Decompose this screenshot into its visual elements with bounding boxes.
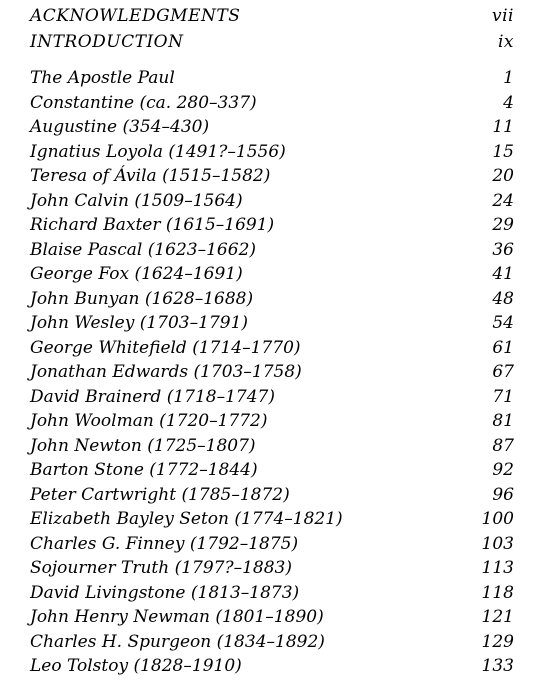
toc-row[interactable] — [30, 140, 514, 164]
toc-title: George Fox (1624–1691) — [30, 264, 243, 284]
toc-row[interactable] — [30, 336, 514, 360]
toc-title: The Apostle Paul — [30, 68, 175, 88]
toc-page-number: 100 — [481, 509, 514, 529]
toc-row[interactable] — [30, 483, 514, 507]
toc-title: John Woolman (1720–1772) — [30, 411, 268, 431]
toc-row[interactable] — [30, 654, 514, 678]
toc-title: Elizabeth Bayley Seton (1774–1821) — [30, 509, 343, 529]
toc-title: John Bunyan (1628–1688) — [30, 289, 254, 309]
toc-title: David Livingstone (1813–1873) — [30, 583, 300, 603]
toc-row[interactable] — [30, 262, 514, 286]
toc-page-number: 20 — [492, 166, 514, 186]
toc-page-number: 24 — [492, 191, 514, 211]
toc-page-number: 36 — [492, 240, 514, 260]
toc-page-number: 121 — [481, 607, 514, 627]
toc-row[interactable] — [30, 605, 514, 629]
toc-page-number: 4 — [503, 93, 514, 113]
toc-page-number: ix — [497, 32, 514, 52]
toc-row-introduction[interactable] — [30, 30, 514, 54]
toc-title: Jonathan Edwards (1703–1758) — [30, 362, 302, 382]
toc-title: Peter Cartwright (1785–1872) — [30, 485, 290, 505]
toc-page-number: 113 — [481, 558, 514, 578]
toc-page-number: 118 — [481, 583, 514, 603]
toc-title: Charles H. Spurgeon (1834–1892) — [30, 632, 325, 652]
toc-row[interactable] — [30, 115, 514, 139]
toc-row-acknowledgments[interactable] — [30, 4, 514, 28]
toc-page-number: 54 — [492, 313, 514, 333]
toc-page-number: 48 — [492, 289, 514, 309]
toc-title: Constantine (ca. 280–337) — [30, 93, 257, 113]
toc-page-number: 41 — [492, 264, 514, 284]
toc-page-number: 29 — [492, 215, 514, 235]
toc-page-number: 129 — [481, 632, 514, 652]
toc-page-number: 1 — [503, 68, 514, 88]
toc-page-number: 11 — [492, 117, 514, 137]
toc-page-number: 67 — [492, 362, 514, 382]
toc-title: George Whitefield (1714–1770) — [30, 338, 301, 358]
toc-row[interactable] — [30, 164, 514, 188]
toc-row[interactable] — [30, 360, 514, 384]
toc-row[interactable] — [30, 556, 514, 580]
toc-title: Leo Tolstoy (1828–1910) — [30, 656, 242, 676]
toc-page-number: vii — [492, 6, 514, 26]
toc-title: John Wesley (1703–1791) — [30, 313, 249, 333]
toc-row[interactable] — [30, 581, 514, 605]
toc-title: Sojourner Truth (1797?–1883) — [30, 558, 293, 578]
toc-row[interactable] — [30, 532, 514, 556]
toc-page-number: 133 — [481, 656, 514, 676]
toc-title: Barton Stone (1772–1844) — [30, 460, 258, 480]
toc-row[interactable] — [30, 434, 514, 458]
toc-title: Richard Baxter (1615–1691) — [30, 215, 275, 235]
toc-row[interactable] — [30, 458, 514, 482]
toc-page-number: 87 — [492, 436, 514, 456]
toc-title: John Calvin (1509–1564) — [30, 191, 243, 211]
toc-row[interactable] — [30, 507, 514, 531]
toc-page-number: 81 — [492, 411, 514, 431]
toc-title: Ignatius Loyola (1491?–1556) — [30, 142, 286, 162]
toc-title: Charles G. Finney (1792–1875) — [30, 534, 299, 554]
toc-title: John Newton (1725–1807) — [30, 436, 256, 456]
toc-page-number: 71 — [492, 387, 514, 407]
toc-title: Augustine (354–430) — [30, 117, 210, 137]
toc-page-number: 96 — [492, 485, 514, 505]
toc-page-number: 61 — [492, 338, 514, 358]
toc-page-number: 103 — [481, 534, 514, 554]
toc-row[interactable] — [30, 91, 514, 115]
toc-title: Teresa of Ávila (1515–1582) — [30, 166, 271, 186]
toc-title: John Henry Newman (1801–1890) — [30, 607, 324, 627]
toc-row[interactable] — [30, 287, 514, 311]
toc-row[interactable] — [30, 385, 514, 409]
toc-row[interactable] — [30, 409, 514, 433]
toc-row[interactable] — [30, 189, 514, 213]
toc-title: INTRODUCTION — [30, 32, 184, 52]
toc-row[interactable] — [30, 213, 514, 237]
toc-title: Blaise Pascal (1623–1662) — [30, 240, 257, 260]
toc-row[interactable] — [30, 311, 514, 335]
toc-page-number: 92 — [492, 460, 514, 480]
toc-title: ACKNOWLEDGMENTS — [30, 6, 241, 26]
toc-page-number: 15 — [492, 142, 514, 162]
toc-row[interactable] — [30, 238, 514, 262]
toc-row[interactable] — [30, 630, 514, 654]
toc-title: David Brainerd (1718–1747) — [30, 387, 275, 407]
toc-row[interactable] — [30, 66, 514, 90]
